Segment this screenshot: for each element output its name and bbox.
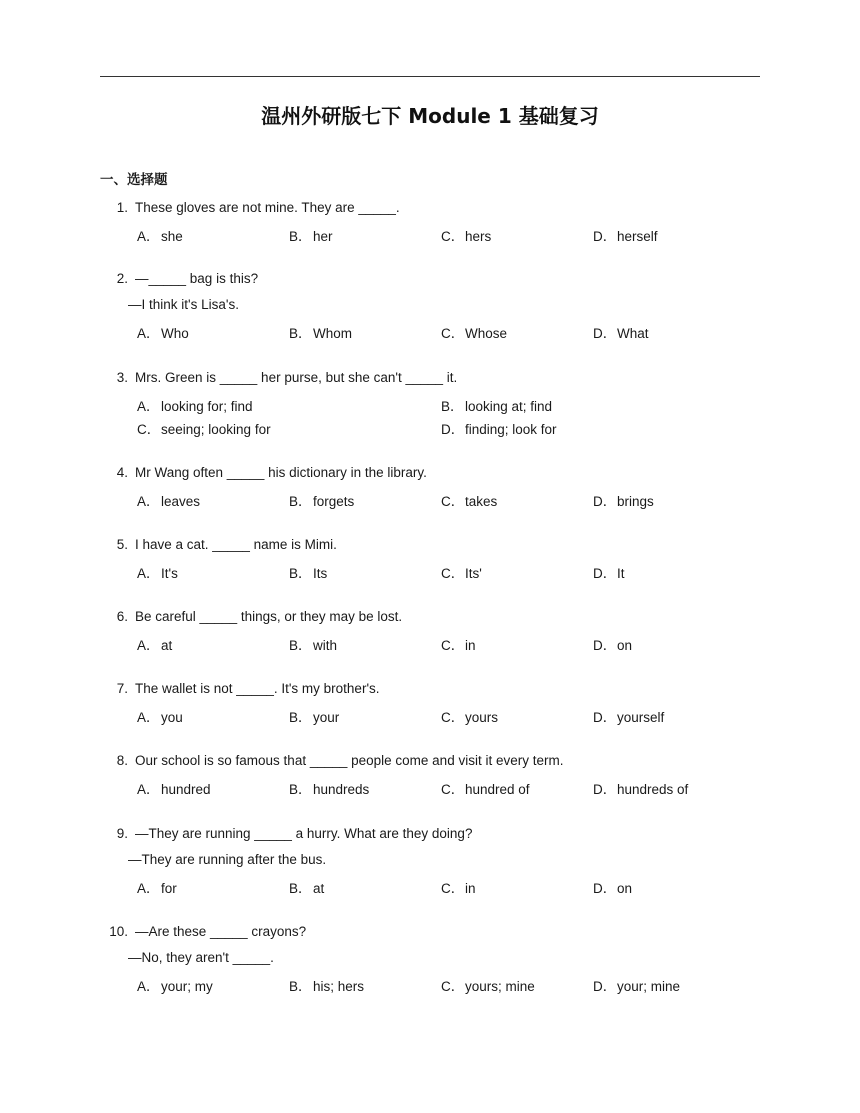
option-letter: A． [137,881,160,896]
option-d[interactable] [593,975,680,995]
option-letter: D． [593,979,617,994]
option-a[interactable] [137,706,183,726]
question-text: These gloves are not mine. They are _____. [135,200,400,215]
question-text: —They are running _____ a hurry. What are they doing? [135,826,473,841]
option-letter: D． [593,326,617,341]
option-text: on [617,638,633,653]
option-d[interactable] [593,634,632,654]
option-text: her [313,229,333,244]
option-c[interactable] [441,975,535,995]
option-text: she [161,229,183,244]
option-d[interactable] [593,490,654,510]
option-letter: B． [289,566,312,581]
option-b[interactable] [289,562,327,582]
option-text: finding; look for [465,422,557,437]
option-a[interactable] [137,490,200,510]
option-text: forgets [313,494,355,509]
question-text: I have a cat. _____ name is Mimi. [135,537,337,552]
option-text: herself [617,229,658,244]
option-a[interactable] [137,395,253,415]
option-c[interactable] [441,322,507,342]
option-letter: D． [593,229,617,244]
option-b[interactable] [289,490,354,510]
option-letter: B． [289,979,312,994]
question-text: —_____ bag is this? [135,271,259,286]
option-text: your; my [161,979,213,994]
option-letter: A． [137,979,160,994]
option-text: his; hers [313,979,365,994]
option-letter: B． [289,494,312,509]
option-text: in [465,638,476,653]
option-text: It [617,566,625,581]
option-a[interactable] [137,562,178,582]
option-text: Whom [313,326,353,341]
option-text: Its' [465,566,482,581]
question-text-line: —I think it's Lisa's. [128,297,239,312]
question-number: 2. [116,271,128,286]
question-number: 7. [116,681,128,696]
option-text: in [465,881,476,896]
option-text: with [313,638,338,653]
option-text: yours [465,710,499,725]
option-letter: C． [441,782,465,797]
question-text-line: —No, they aren't _____. [128,950,274,965]
option-letter: A． [137,229,160,244]
option-letter: A． [137,566,160,581]
option-text: your [313,710,340,725]
option-text: seeing; looking for [161,422,271,437]
option-text: looking at; find [465,399,553,414]
option-letter: B． [289,326,312,341]
option-letter: C． [441,566,465,581]
option-c[interactable] [441,778,530,798]
option-letter: A． [137,399,160,414]
top-rule [100,76,760,77]
option-c[interactable] [441,634,476,654]
option-b[interactable] [289,634,337,654]
question-text-line: —They are running after the bus. [128,852,327,867]
option-letter: A． [137,782,160,797]
option-text: hundreds of [617,782,689,797]
option-letter: B． [289,710,312,725]
option-b[interactable] [289,225,333,245]
option-text: hers [465,229,492,244]
option-letter: B． [441,399,464,414]
option-text: yourself [617,710,665,725]
question-text: Mr Wang often _____ his dictionary in the library. [135,465,427,480]
option-b[interactable] [289,975,364,995]
option-letter: B． [289,638,312,653]
question-number: 8. [116,753,128,768]
option-letter: C． [137,422,161,437]
option-letter: A． [137,638,160,653]
option-letter: B． [289,229,312,244]
option-letter: C． [441,710,465,725]
option-d[interactable] [593,322,649,342]
option-c[interactable] [441,490,497,510]
option-letter: D． [593,782,617,797]
option-text: at [313,881,325,896]
option-d[interactable] [593,877,632,897]
option-a[interactable] [137,778,211,798]
question-number: 4. [116,465,128,480]
option-text: your; mine [617,979,681,994]
option-text: What [617,326,649,341]
question-text: Our school is so famous that _____ people come and visit it every term. [135,753,564,768]
option-letter: C． [441,326,465,341]
option-a[interactable] [137,634,172,654]
option-text: you [161,710,183,725]
option-letter: B． [289,881,312,896]
option-c[interactable] [137,418,271,438]
option-d[interactable] [441,418,557,438]
option-b[interactable] [289,778,369,798]
option-d[interactable] [593,778,688,798]
option-a[interactable] [137,877,177,897]
question-number: 3. [116,370,128,385]
option-a[interactable] [137,322,189,342]
question-text: The wallet is not _____. It's my brother's. [135,681,380,696]
option-text: at [161,638,173,653]
option-text: hundreds [313,782,370,797]
option-text: hundred of [465,782,530,797]
option-d[interactable] [593,706,664,726]
option-letter: C． [441,979,465,994]
option-text: yours; mine [465,979,535,994]
section-heading: 一、选择题 [100,172,168,188]
option-text: brings [617,494,654,509]
option-c[interactable] [441,706,498,726]
option-text: takes [465,494,498,509]
option-text: looking for; find [161,399,253,414]
question-number: 1. [116,200,128,215]
option-text: Whose [465,326,508,341]
question-number: 5. [116,537,128,552]
option-letter: A． [137,326,160,341]
option-text: It's [161,566,178,581]
option-letter: D． [593,881,617,896]
option-a[interactable] [137,225,183,245]
option-text: hundred [161,782,211,797]
option-b[interactable] [289,322,352,342]
option-letter: D． [593,710,617,725]
option-letter: C． [441,229,465,244]
question-number: 6. [116,609,128,624]
option-text: Who [161,326,189,341]
option-a[interactable] [137,975,213,995]
option-letter: D． [593,566,617,581]
option-letter: C． [441,881,465,896]
question-number: 9. [116,826,128,841]
question-text: Mrs. Green is _____ her purse, but she can't _____ it. [135,370,458,385]
option-letter: D． [441,422,465,437]
option-letter: A． [137,710,160,725]
option-b[interactable] [289,877,324,897]
option-c[interactable] [441,877,476,897]
option-text: Its [313,566,328,581]
option-letter: B． [289,782,312,797]
question-number: 10. [109,924,128,939]
question-text: Be careful _____ things, or they may be lost. [135,609,403,624]
option-c[interactable] [441,225,491,245]
option-b[interactable] [441,395,552,415]
option-letter: D． [593,638,617,653]
option-d[interactable] [593,562,625,582]
option-b[interactable] [289,706,339,726]
option-letter: C． [441,638,465,653]
question-text: —Are these _____ crayons? [135,924,307,939]
option-letter: C． [441,494,465,509]
option-letter: A． [137,494,160,509]
document-title: 温州外研版七下 Module 1 基础复习 [261,104,599,128]
option-c[interactable] [441,562,482,582]
option-letter: D． [593,494,617,509]
option-text: on [617,881,633,896]
option-d[interactable] [593,225,658,245]
option-text: for [161,881,177,896]
option-text: leaves [161,494,201,509]
